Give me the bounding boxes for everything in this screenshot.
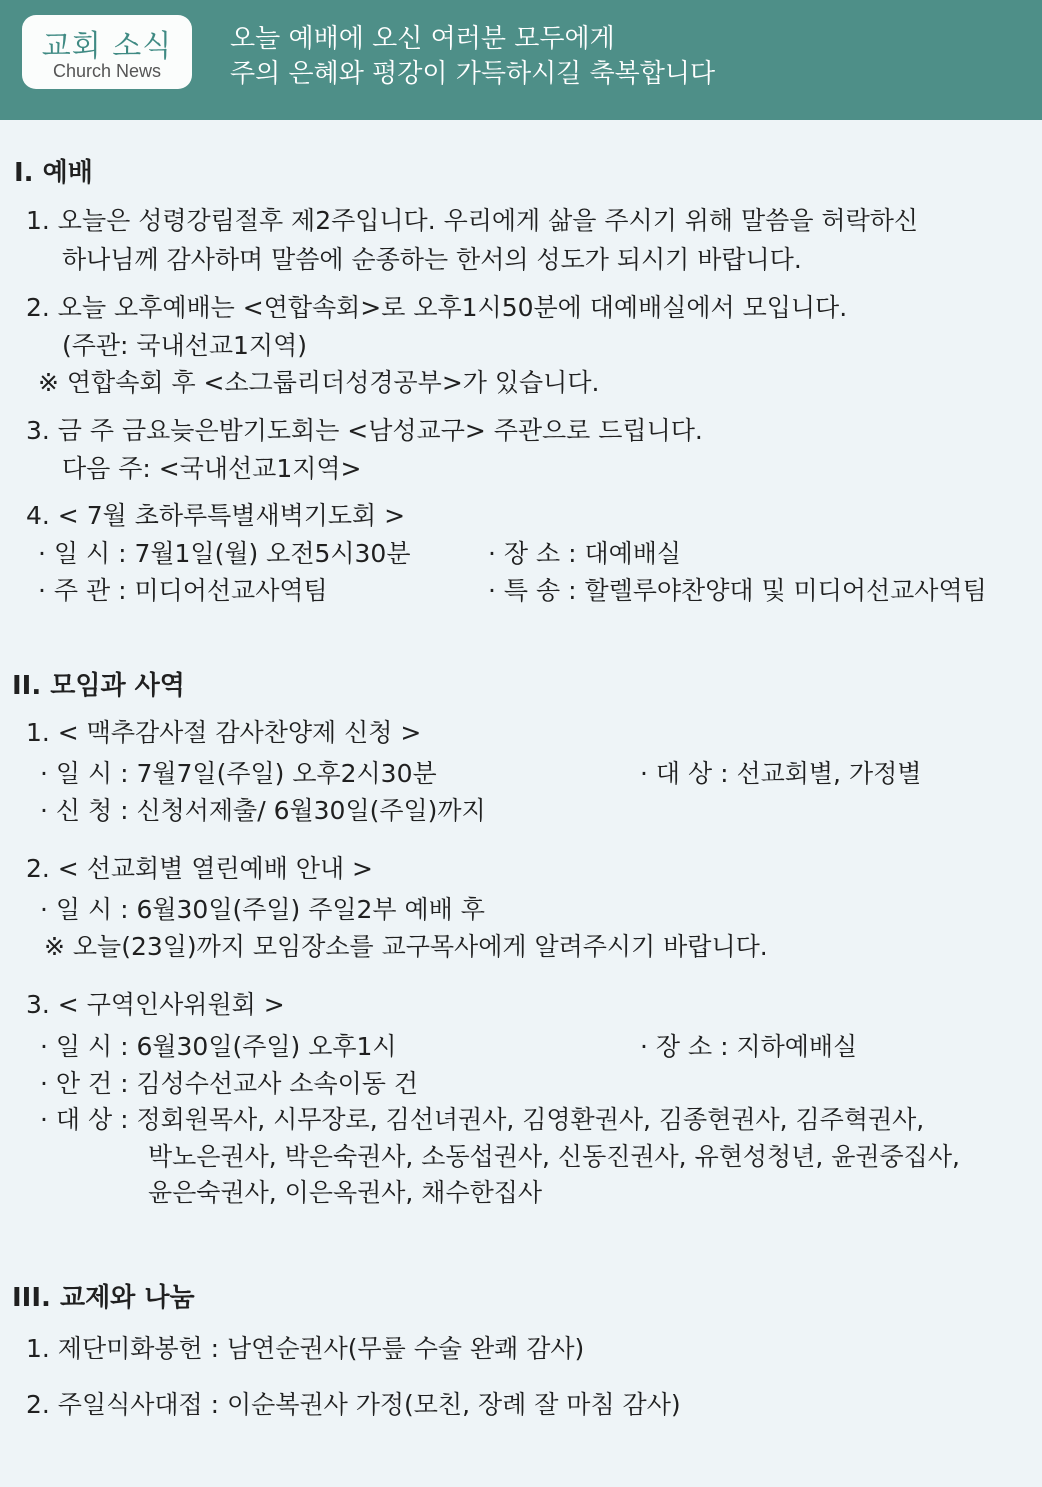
meetings-item-3-place: · 장 소 : 지하예배실 <box>640 1032 858 1061</box>
meetings-item-3-target-line-1: · 대 상 : 정회원목사, 시무장로, 김선녀권사, 김영환권사, 김종현권사, 김주혁권사, <box>40 1105 925 1134</box>
section-worship-title: I. 예배 <box>14 158 93 188</box>
logo-title: 교회 소식 <box>41 29 173 64</box>
worship-item-4-place: · 장 소 : 대예배실 <box>488 539 682 568</box>
worship-item-4-special-music: · 특 송 : 할렐루야찬양대 및 미디어선교사역팀 <box>488 576 987 605</box>
logo-subtitle: Church News <box>52 61 162 81</box>
meetings-item-3-target-line-3: 윤은숙권사, 이은옥권사, 채수한집사 <box>148 1178 543 1207</box>
meetings-item-2-title: 2. < 선교회별 열린예배 안내 > <box>26 854 373 883</box>
meetings-item-2-note: ※ 오늘(23일)까지 모임장소를 교구목사에게 알려주시기 바랍니다. <box>44 932 768 961</box>
worship-item-4-host: · 주 관 : 미디어선교사역팀 <box>38 576 328 605</box>
greeting-line-1: 오늘 예배에 오신 여러분 모두에게 <box>230 24 615 54</box>
meetings-item-3-date: · 일 시 : 6월30일(주일) 오후1시 <box>40 1032 397 1061</box>
meetings-item-1-title: 1. < 맥추감사절 감사찬양제 신청 > <box>26 718 422 747</box>
worship-item-2-note: ※ 연합속회 후 <소그룹리더성경공부>가 있습니다. <box>38 368 600 397</box>
fellowship-item-2: 2. 주일식사대접 : 이순복권사 가정(모친, 장례 잘 마침 감사) <box>26 1390 681 1419</box>
meetings-item-1-target: · 대 상 : 선교회별, 가정별 <box>640 759 922 788</box>
worship-item-4-title: 4. < 7월 초하루특별새벽기도회 > <box>26 501 406 530</box>
section-fellowship-title: III. 교제와 나눔 <box>12 1283 195 1313</box>
worship-item-4-date: · 일 시 : 7월1일(월) 오전5시30분 <box>38 539 411 568</box>
worship-item-2-line-1: 2. 오늘 오후예배는 <연합속회>로 오후1시50분에 대예배실에서 모입니다. <box>26 293 848 322</box>
worship-item-2-line-2: (주관: 국내선교1지역) <box>62 331 307 360</box>
meetings-item-1-apply: · 신 청 : 신청서제출/ 6월30일(주일)까지 <box>40 796 486 825</box>
greeting-line-2: 주의 은혜와 평강이 가득하시길 축복합니다 <box>230 59 716 89</box>
meetings-item-2-date: · 일 시 : 6월30일(주일) 주일2부 예배 후 <box>40 895 485 924</box>
meetings-item-3-title: 3. < 구역인사위원회 > <box>26 990 285 1019</box>
meetings-item-1-date: · 일 시 : 7월7일(주일) 오후2시30분 <box>40 759 437 788</box>
worship-item-1-line-2: 하나님께 감사하며 말씀에 순종하는 한서의 성도가 되시기 바랍니다. <box>62 245 802 274</box>
meetings-item-3-agenda: · 안 건 : 김성수선교사 소속이동 건 <box>40 1069 419 1098</box>
fellowship-item-1: 1. 제단미화봉헌 : 남연순권사(무릎 수술 완쾌 감사) <box>26 1334 585 1363</box>
meetings-item-3-target-line-2: 박노은권사, 박은숙권사, 소동섭권사, 신동진권사, 유현성청년, 윤권중집사, <box>148 1142 960 1171</box>
worship-item-1-line-1: 1. 오늘은 성령강림절후 제2주입니다. 우리에게 삶을 주시기 위해 말씀을 허락하신 <box>26 206 919 235</box>
worship-item-3-line-2: 다음 주: <국내선교1지역> <box>62 454 362 483</box>
section-meetings-title: II. 모임과 사역 <box>12 671 185 701</box>
worship-item-3-line-1: 3. 금 주 금요늦은밤기도회는 <남성교구> 주관으로 드립니다. <box>26 416 703 445</box>
